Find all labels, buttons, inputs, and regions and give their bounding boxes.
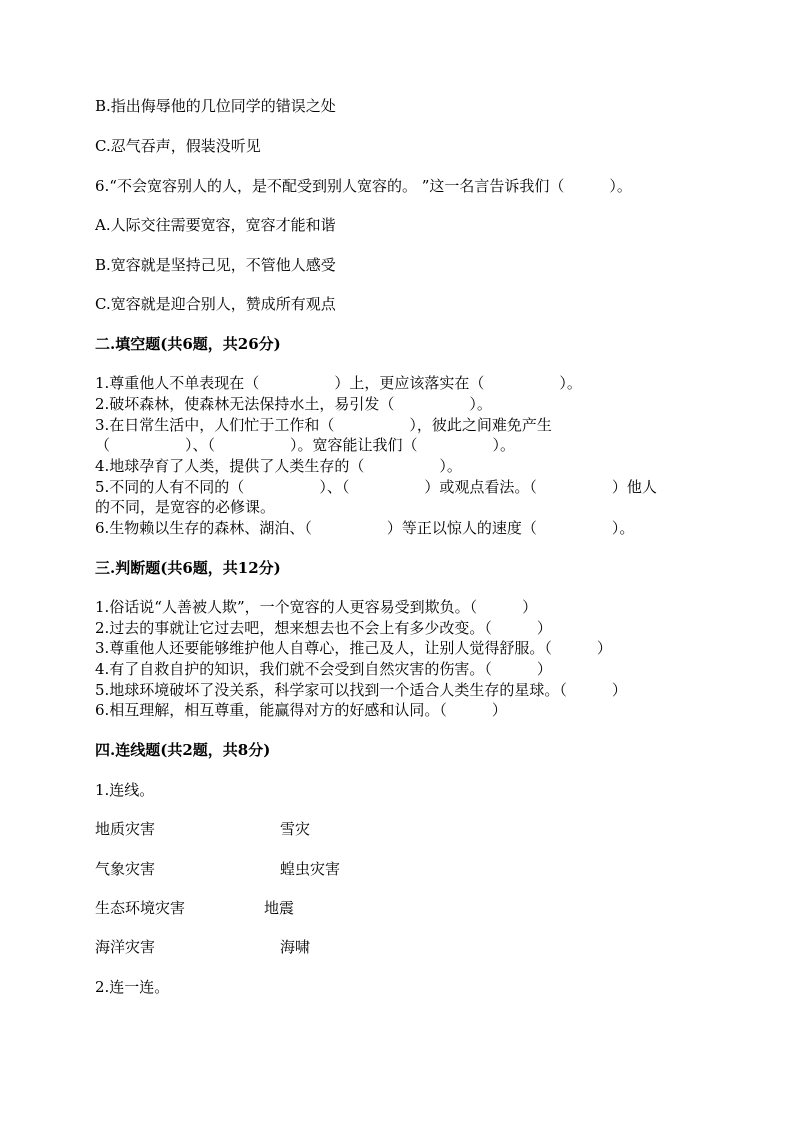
- fill-q6: 6.生物赖以生存的森林、湖泊、（ ）等正以惊人的速度（ ）。: [95, 519, 635, 537]
- match-q2-title: 2.连一连。: [95, 978, 170, 996]
- q6-option-b: B.宽容就是坚持己见，不管他人感受: [95, 256, 336, 274]
- section4-heading: 四.连线题(共2题，共8分): [95, 741, 271, 759]
- match-right-item: 地震: [264, 899, 295, 917]
- judge-q5: 5.地球环境破坏了没关系，科学家可以找到一个适合人类生存的星球。（ ）: [95, 681, 627, 699]
- q6-option-a: A.人际交往需要宽容，宽容才能和谐: [95, 216, 336, 234]
- match-left-item: 海洋灾害: [95, 938, 156, 956]
- fill-q5-line2: 的不同，是宽容的必修课。: [95, 498, 276, 516]
- judge-q3: 3.尊重他人还要能够维护他人自尊心，推己及人，让别人觉得舒服。（ ）: [95, 639, 612, 657]
- match-right-item: 蝗虫灾害: [280, 860, 341, 878]
- judge-q6: 6.相互理解，相互尊重，能赢得对方的好感和认同。（ ）: [95, 701, 507, 719]
- fill-q5-line1: 5.不同的人有不同的（ ）、（ ）或观点看法。（ ）他人: [95, 478, 657, 496]
- fill-q1: 1.尊重他人不单表现在（ ）上，更应该落实在（ ）。: [95, 374, 582, 392]
- section2-heading: 二.填空题(共6题，共26分): [95, 335, 281, 353]
- fill-q4: 4.地球孕育了人类，提供了人类生存的（ ）。: [95, 457, 462, 475]
- match-left-item: 气象灾害: [95, 860, 156, 878]
- match-right-item: 海啸: [280, 938, 311, 956]
- fill-q3-line1: 3.在日常生活中，人们忙于工作和（ ），彼此之间难免产生: [95, 416, 552, 434]
- judge-q4: 4.有了自救自护的知识，我们就不会受到自然灾害的伤害。（ ）: [95, 660, 552, 678]
- match-left-item: 地质灾害: [95, 820, 156, 838]
- match-q1-title: 1.连线。: [95, 781, 155, 799]
- q5-option-c: C.忍气吞声，假装没听见: [95, 137, 261, 155]
- q6-option-c: C.宽容就是迎合别人，赞成所有观点: [95, 295, 336, 313]
- section3-heading: 三.判断题(共6题，共12分): [95, 559, 281, 577]
- q6-stem: 6.“不会宽容别人的人，是不配受到别人宽容的。 ”这一名言告诉我们（ ）。: [95, 177, 632, 195]
- judge-q2: 2.过去的事就让它过去吧，想来想去也不会上有多少改变。（ ）: [95, 619, 552, 637]
- fill-q3-line2: （ ）、（ ）。宽容能让我们（ ）。: [95, 436, 516, 454]
- fill-q2: 2.破坏森林，使森林无法保持水土，易引发（ ）。: [95, 395, 492, 413]
- match-left-item: 生态环境灾害: [95, 899, 186, 917]
- match-right-item: 雪灾: [280, 820, 311, 838]
- judge-q1: 1.俗话说“人善被人欺”，一个宽容的人更容易受到欺负。（ ）: [95, 598, 538, 616]
- q5-option-b: B.指出侮辱他的几位同学的错误之处: [95, 97, 336, 115]
